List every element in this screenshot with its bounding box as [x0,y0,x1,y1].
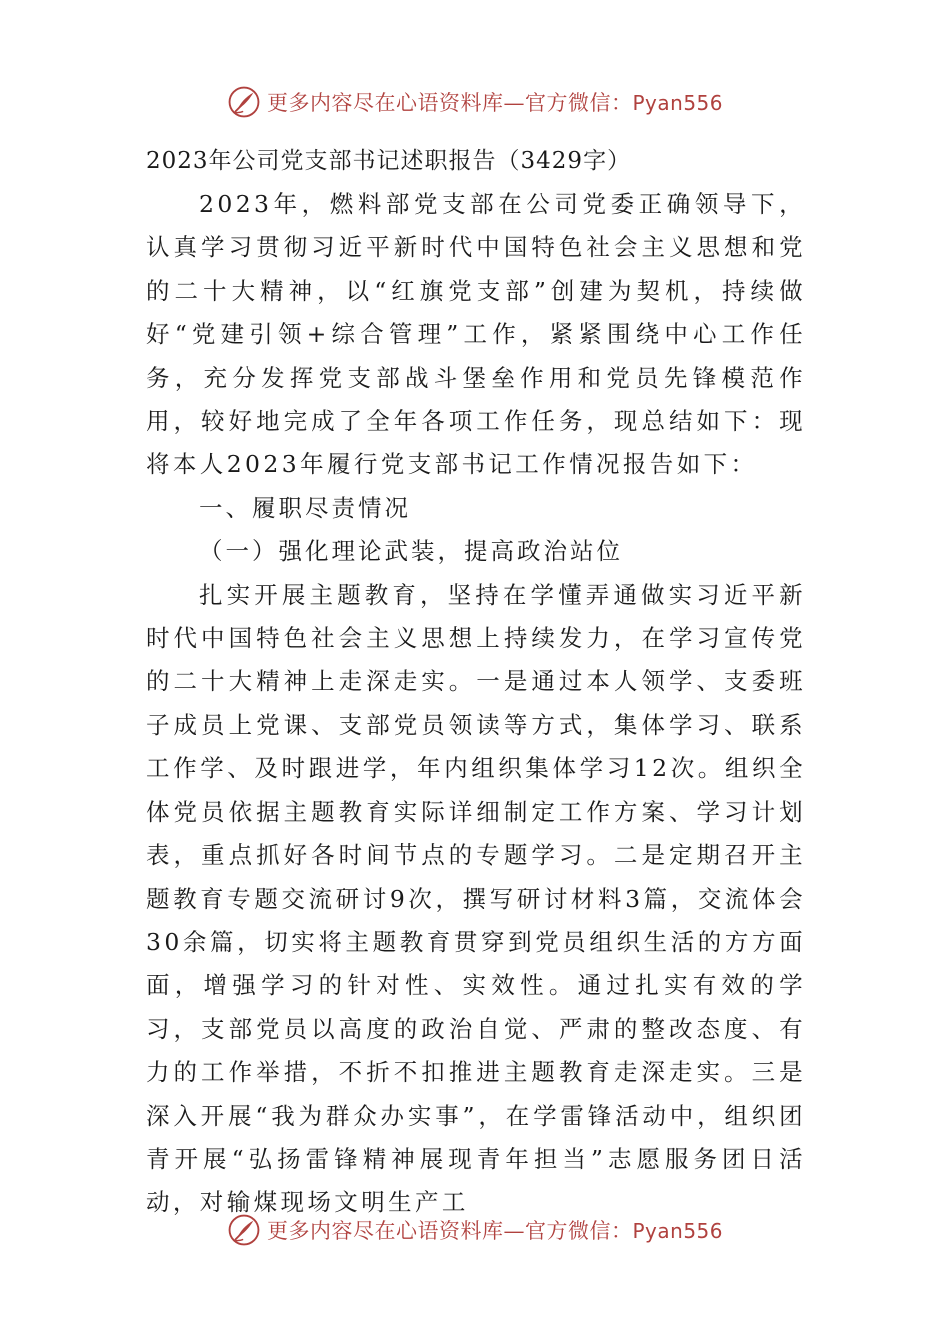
watermark-text-cn: 更多内容尽在心语资料库—官方微信： [266,1219,633,1243]
subsection-heading-1: （一）强化理论武装，提高政治站位 [199,537,623,566]
intro-paragraph: 2023年，燃料部党支部在公司党委正确领导下，认真学习贯彻习近平新时代中国特色社会主义思想和党的二十大精神，以“红旗党支部”创建为契机，持续做好“党建引领+综合管理”工作，紧紧围绕中心工作任务，充分发挥党支部战斗堡垒作用和党员先锋模范作用，较好地完成了全年各项工作任务，现总结如下：现将本人2023年履行党支部书记工作情况报告如下： [146,190,806,479]
watermark-wechat-id: Pyan556 [632,91,723,115]
header-watermark-banner [0,82,950,122]
watermark-text [267,1215,723,1245]
watermark-text [267,87,723,117]
body-paragraph: 扎实开展主题教育，坚持在学懂弄通做实习近平新时代中国特色社会主义思想上持续发力，在学习宣传党的二十大精神上走深走实。一是通过本人领学、支委班子成员上党课、支部党员领读等方式，集体学习、联系工作学、及时跟进学，年内组织集体学习12次。组织全体党员依据主题教育实际详细制定工作方案、学习计划表，重点抓好各时间节点的专题学习。二是定期召开主题教育专题交流研讨9次，撰写研讨材料3篇，交流体会30余篇，切实将主题教育贯穿到党员组织生活的方方面面，增强学习的针对性、实效性。通过扎实有效的学习，支部党员以高度的政治自觉、严肃的整改态度、有力的工作举措，不折不扣推进主题教育走深走实。三是深入开展“我为群众办实事”，在学雷锋活动中，组织团青开展“弘扬雷锋精神展现青年担当”志愿服务团日活动，对输煤现场文明生产工 [146,580,806,1217]
watermark-text-cn: 更多内容尽在心语资料库—官方微信： [266,91,633,115]
section-heading-1: 一、履职尽责情况 [199,493,411,522]
footer-watermark-banner [0,1210,950,1250]
watermark-wechat-id: Pyan556 [632,1219,723,1243]
document-title: 2023年公司党支部书记述职报告（3429字） [146,148,632,174]
quill-pen-logo-icon [227,1213,261,1247]
quill-pen-logo-icon [227,85,261,119]
document-body [146,140,806,1225]
